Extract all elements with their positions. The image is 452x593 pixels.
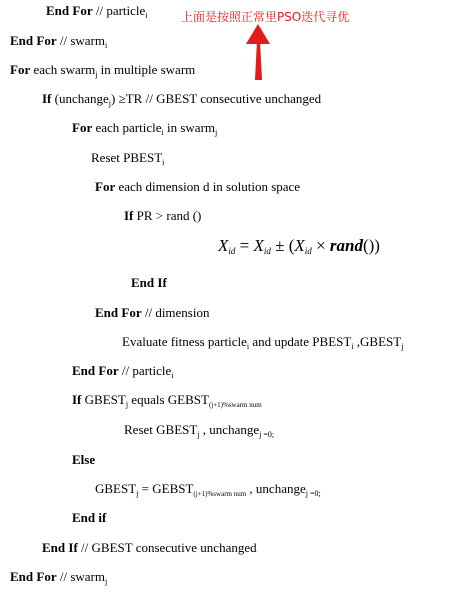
eq-subscript: id	[228, 246, 236, 256]
keyword: End For	[95, 305, 142, 320]
subscript: i	[104, 41, 108, 50]
text: Reset PBEST	[91, 150, 163, 165]
comment: // swarm	[56, 569, 105, 584]
line-for-each-particle	[72, 120, 217, 136]
keyword: For	[72, 120, 93, 135]
line-end-for-particle-2	[72, 363, 174, 379]
line-end-if-else	[72, 510, 106, 526]
subscript: j =0;	[305, 489, 321, 498]
line-for-each-dimension	[95, 179, 300, 195]
keyword: If	[124, 208, 134, 223]
eq-subscript: id	[304, 246, 312, 256]
subscript: (j+1)%swarm num	[208, 401, 262, 409]
eq-operator: ± (	[270, 236, 295, 255]
text: PR > rand ()	[133, 208, 202, 223]
subscript: j	[136, 489, 139, 498]
subscript: j	[197, 430, 200, 439]
eq-subscript: id	[263, 246, 271, 256]
eq-operator: ×	[311, 236, 330, 255]
subscript: i	[351, 342, 354, 351]
line-if-gbest-equals	[72, 392, 262, 408]
keyword: End if	[72, 510, 107, 525]
line-reset-pbest	[91, 150, 164, 166]
text: ) ≥TR // GBEST consecutive unchanged	[111, 91, 322, 106]
line-gbest-assign	[95, 481, 321, 497]
text: in swarm	[163, 120, 216, 135]
text: Reset GBEST	[124, 422, 198, 437]
keyword: For	[95, 179, 116, 194]
text: each particle	[92, 120, 162, 135]
subscript: i	[246, 342, 250, 351]
subscript: j	[125, 400, 129, 409]
subscript: j	[108, 99, 112, 108]
text: ,GBEST	[353, 334, 402, 349]
line-end-for-swarm-2	[10, 569, 107, 585]
comment: // swarm	[56, 33, 105, 48]
text: GBEST	[95, 481, 137, 496]
line-else	[72, 452, 95, 468]
text: each swarm	[30, 62, 96, 77]
keyword: End For	[46, 3, 93, 18]
update-equation	[218, 236, 380, 256]
text: GBEST	[81, 392, 126, 407]
eq-variable: X	[294, 236, 305, 255]
text: in multiple swarm	[97, 62, 196, 77]
line-reset-gbest	[124, 422, 274, 438]
text: (unchange	[51, 91, 109, 106]
keyword: End For	[72, 363, 119, 378]
line-if-unchange	[42, 91, 321, 107]
subscript: i	[145, 11, 148, 20]
text: and update PBEST	[249, 334, 352, 349]
eq-variable: X	[253, 236, 264, 255]
comment: // particle	[118, 363, 172, 378]
line-evaluate-fitness	[122, 334, 403, 350]
subscript: i	[171, 371, 174, 380]
annotation-note: 上面是按照正常里PSO迭代寻优	[181, 10, 350, 24]
subscript: i	[161, 128, 164, 137]
keyword: If	[42, 91, 52, 106]
keyword: If	[72, 392, 82, 407]
subscript: j	[215, 128, 218, 137]
keyword: End If	[42, 540, 78, 555]
eq-operator: =	[235, 236, 254, 255]
text: Evaluate fitness particle	[122, 334, 247, 349]
text: = GEBST	[138, 481, 194, 496]
text: , unchange	[199, 422, 260, 437]
line-end-if-gbest	[42, 540, 257, 556]
subscript: j	[401, 342, 404, 351]
comment: // GBEST consecutive unchanged	[77, 540, 257, 555]
keyword: End For	[10, 33, 57, 48]
eq-function: rand	[329, 236, 363, 255]
text: , unchange	[246, 481, 306, 496]
eq-variable: X	[218, 236, 229, 255]
keyword: For	[10, 62, 31, 77]
subscript: j =0;	[259, 430, 275, 439]
keyword: Else	[72, 452, 96, 467]
keyword: End If	[131, 275, 167, 290]
subscript: i	[162, 158, 165, 167]
line-end-if	[131, 275, 167, 291]
subscript: j	[104, 577, 108, 586]
keyword: End For	[10, 569, 57, 584]
line-if-pr-rand	[124, 208, 201, 224]
subscript: (j+1)%swarm num	[193, 490, 247, 498]
text: each dimension d in solution space	[115, 179, 301, 194]
text: equals GEBST	[128, 392, 209, 407]
line-end-for-swarm	[10, 33, 107, 49]
comment: // dimension	[141, 305, 210, 320]
line-end-for-dimension	[95, 305, 209, 321]
line-for-each-swarm	[10, 62, 195, 78]
line-end-for-particle	[46, 3, 148, 19]
subscript: j	[95, 70, 98, 79]
eq-operator: ())	[362, 236, 380, 255]
comment: // particle	[92, 3, 146, 18]
